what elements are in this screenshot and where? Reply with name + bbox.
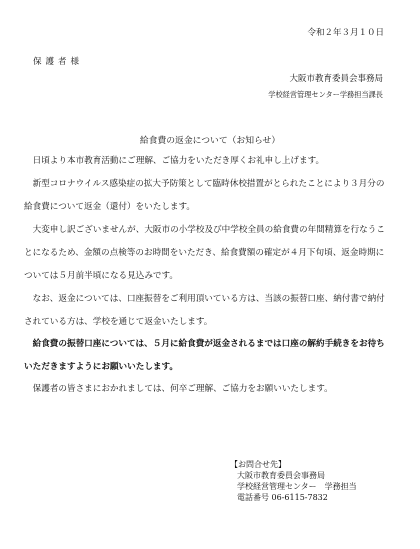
document-title: 給食費の返金について（お知らせ） [139,136,281,146]
recipient: 保護者様 [33,57,84,67]
paragraph-refund-notice: 新型コロナウイルス感染症の拡大予防策として臨時休校措置がとられたことにより３月分の給食費について返金（還付）をいたします。 [24,179,385,212]
sender-department: 学校経営管理センター学務担当課長 [268,90,383,99]
paragraph-schedule: 大変申し訳ございませんが、大阪市の小学校及び中学校全員の給食費の年間精算を行なうことになるため、金額の点検等のお時間をいただき、給食費額の確定が４月下旬頃、返金時期については５月前半頃になる見込みです。 [24,225,385,281]
issue-date: 令和２年３月１０日 [307,28,384,38]
contact-block [230,459,357,503]
paragraph-closing: 保護者の皆さまにおかれましては、何卒ご理解、ご協力をお願いいたします。 [32,384,333,394]
contact-heading: 【お問合せ先】 [230,460,286,469]
paragraph-greeting: 日頃より本市教育活動にご理解、ご協力をいただき厚くお礼申し上げます。 [32,156,325,166]
sender-organization: 大阪市教育委員会事務局 [289,74,383,84]
contact-department: 学校経営管理センター 学務担当 [237,482,357,491]
paragraph-refund-method: なお、返金については、口座振替をご利用頂いている方は、当該の振替口座、納付書で納付されている方は、学校を通じて返金いたします。 [24,294,385,327]
paragraph-account-warning: 給食費の振替口座については、５月に給食費が返金されるまでは口座の解約手続きをお待ちいただきますようにお願いいたします。 [24,339,385,372]
contact-organization: 大阪市教育委員会事務局 [237,471,325,480]
contact-phone: 電話番号 06-6115-7832 [237,493,328,502]
